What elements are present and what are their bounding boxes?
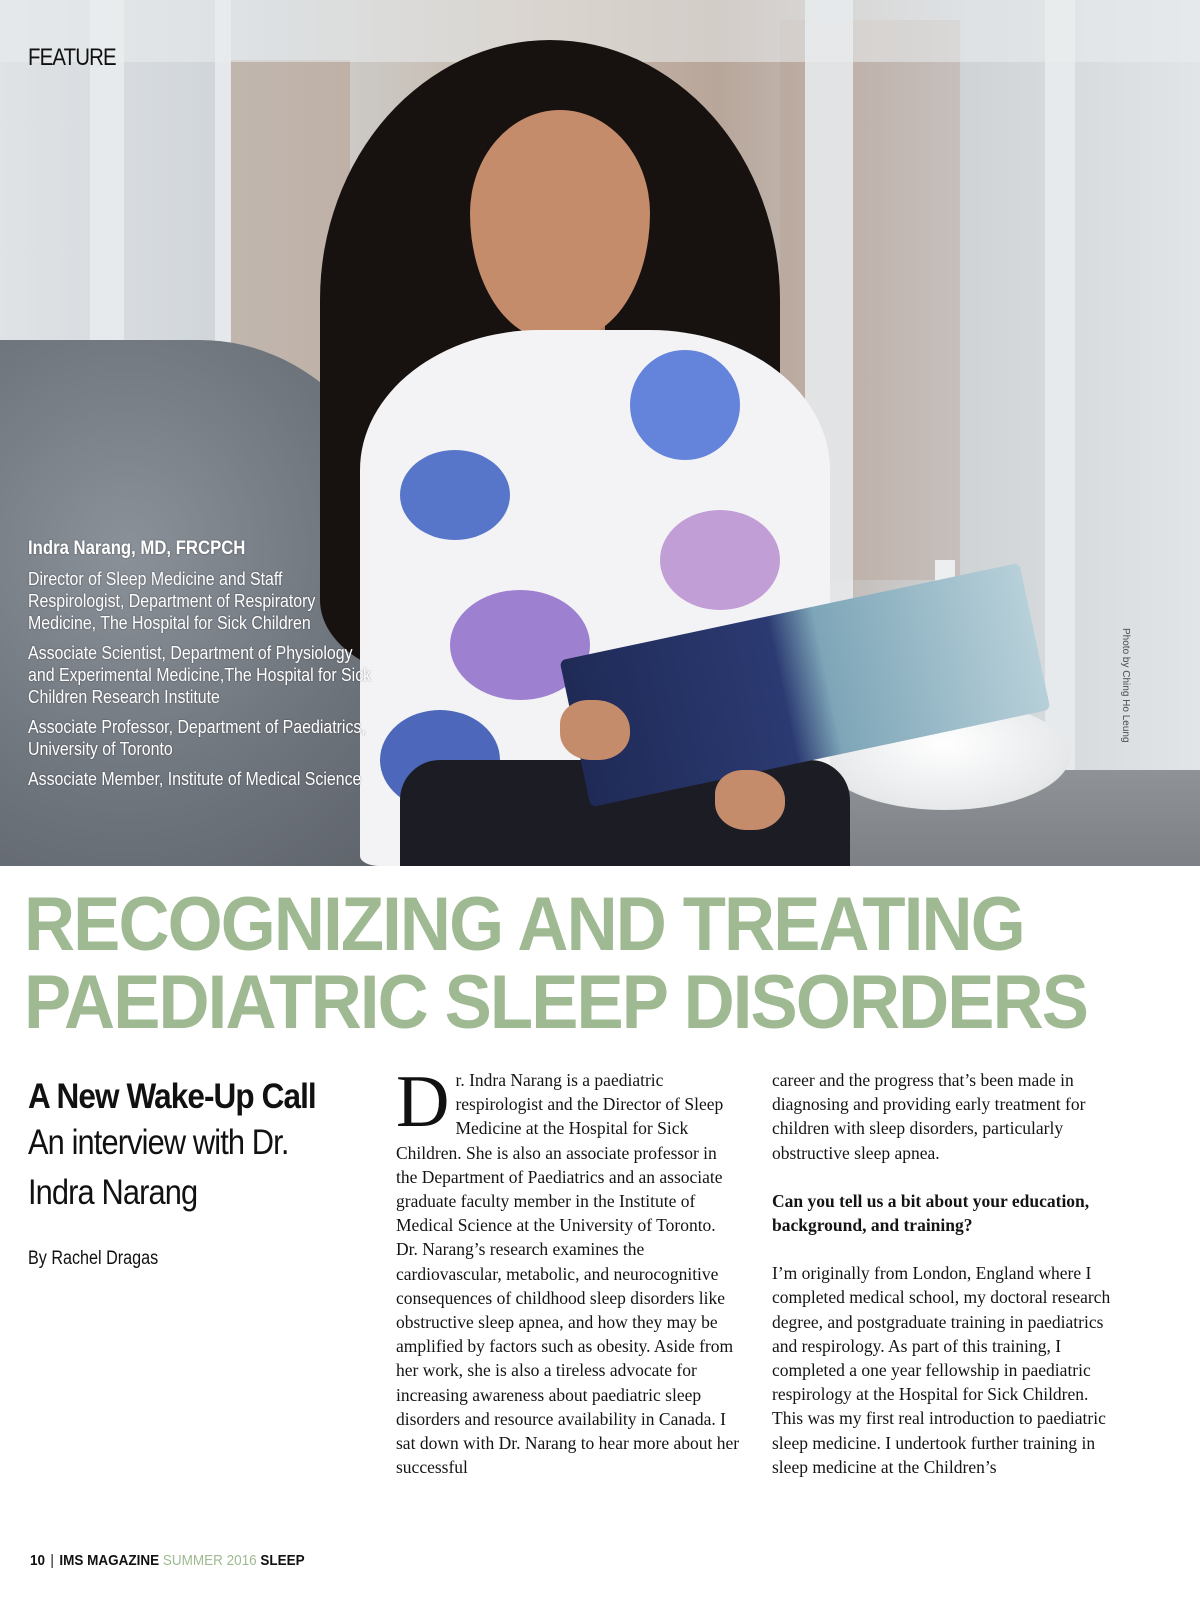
bio-block	[28, 538, 388, 798]
headline-line-2: PAEDIATRIC SLEEP DISORDERS	[24, 960, 1088, 1045]
bio-name: Indra Narang, MD, FRCPCH	[28, 538, 246, 559]
issue-topic: SLEEP	[260, 1552, 305, 1569]
body-column-1	[396, 1061, 741, 1479]
bio-role: Associate Scientist, Department of Physiology and Experimental Medicine,The Hospital for Sick Children Research Institute	[28, 642, 372, 707]
interview-answer: I’m originally from London, England where I completed medical school, my doctoral research degree, and postgraduate training in paediatrics and respirology. As part of this training, I completed a one year fellowship in paediatric respirology at the Hospital for Sick Children. This was my first real introduction to paediatric sleep medicine. I undertook further training in sleep medicine at the Children’s	[772, 1263, 1111, 1477]
headline-line-1: RECOGNIZING AND TREATING	[24, 882, 1024, 967]
page-number: 10	[30, 1552, 46, 1569]
headline	[24, 882, 1184, 1045]
intro-paragraph	[396, 1061, 741, 1479]
drop-cap: D	[396, 1061, 450, 1143]
subhead-subtitle: An interview with Dr. Indra Narang	[28, 1123, 289, 1212]
footer-separator: |	[50, 1552, 54, 1569]
page-footer	[30, 1552, 305, 1569]
issue-label: SUMMER 2016	[162, 1552, 257, 1569]
body-column-2	[772, 1068, 1117, 1479]
blouse-print	[400, 450, 510, 540]
magazine-name: IMS MAGAZINE	[59, 1552, 160, 1569]
blouse-print	[660, 510, 780, 610]
intro-continuation: career and the progress that’s been made in diagnosing and providing early treatment for children with sleep disorders, particularly obstructive sleep apnea.	[772, 1070, 1086, 1163]
subhead	[28, 1076, 358, 1218]
subject-hand	[715, 770, 785, 830]
blouse-print	[630, 350, 740, 460]
bio-role: Associate Member, Institute of Medical Science	[28, 768, 362, 789]
photo-credit: Photo by Ching Ho Leung	[1120, 628, 1131, 743]
bio-role: Director of Sleep Medicine and Staff Respirologist, Department of Respiratory Medicine, The Hospital for Sick Children	[28, 568, 316, 633]
interview-question: Can you tell us a bit about your education, background, and training?	[772, 1190, 1090, 1236]
byline: By Rachel Dragas	[28, 1248, 159, 1269]
bio-role: Associate Professor, Department of Paediatrics, University of Toronto	[28, 716, 366, 759]
subhead-title: A New Wake-Up Call	[28, 1077, 316, 1116]
intro-text: r. Indra Narang is a paediatric respirologist and the Director of Sleep Medicine at the Hospital for Sick Children. She is also an associate professor in the Department of Paediatrics and an associate graduate faculty member in the Institute of Medical Science at the University of Toronto. Dr. Narang’s research examines the cardiovascular, metabolic, and neurocognitive consequences of childhood sleep disorders like obstructive sleep apnea, and how they may be amplified by factors such as obesity. Aside from her work, she is also a tireless advocate for increasing awareness about paediatric sleep disorders and resource availability in Canada. I sat down with Dr. Narang to hear more about her successful	[396, 1070, 740, 1478]
subject-face	[470, 110, 650, 340]
subject-hand	[560, 700, 630, 760]
section-label: FEATURE	[28, 44, 116, 71]
